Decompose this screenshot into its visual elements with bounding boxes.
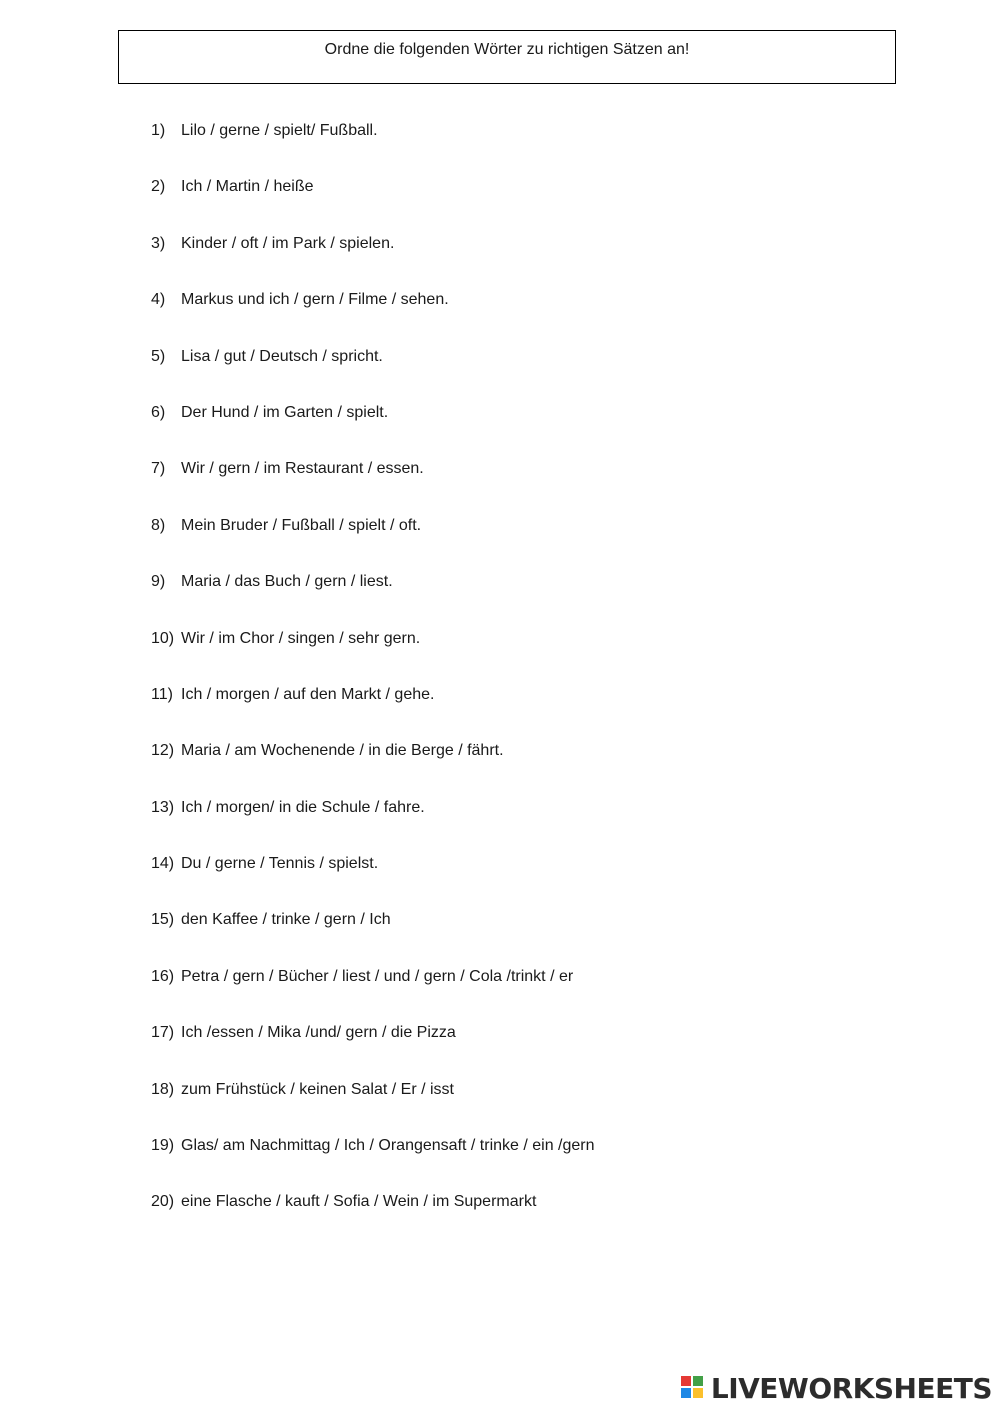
list-item [151,1022,595,1078]
item-number: 15) [151,911,175,929]
item-number: 7) [151,460,166,478]
item-number: 6) [151,403,166,421]
item-text: Ich / morgen / auf den Markt / gehe. [181,685,435,703]
list-item [151,515,595,571]
item-number: 8) [151,516,166,534]
item-number: 14) [151,855,175,873]
item-number: 16) [151,967,175,985]
list-item [151,1191,595,1247]
item-text: den Kaffee / trinke / gern / Ich [181,911,391,929]
list-item [151,740,595,796]
list-item [151,966,595,1022]
item-text: Ich /essen / Mika /und/ gern / die Pizza [181,1024,456,1042]
item-text: Lisa / gut / Deutsch / spricht. [181,347,383,365]
logo-square-green [693,1376,703,1386]
item-text: Maria / das Buch / gern / liest. [181,573,393,591]
list-item [151,458,595,514]
item-number: 9) [151,573,166,591]
item-number: 20) [151,1193,175,1211]
instruction-box [118,30,896,84]
list-item [151,176,595,232]
list-item [151,797,595,853]
list-item [151,853,595,909]
list-item [151,233,595,289]
instruction-text: Ordne die folgenden Wörter zu richtigen Sätzen an! [324,41,690,58]
item-text: Glas/ am Nachmittag / Ich / Orangensaft / trinke / ein /gern [181,1137,595,1155]
item-number: 4) [151,291,166,309]
list-item [151,289,595,345]
item-text: Kinder / oft / im Park / spielen. [181,234,395,252]
list-item [151,402,595,458]
logo-square-blue [681,1388,691,1398]
item-text: zum Frühstück / keinen Salat / Er / isst [181,1080,454,1098]
list-item [151,120,595,176]
item-number: 1) [151,122,166,139]
item-number: 11) [151,685,173,703]
list-item [151,571,595,627]
list-item [151,628,595,684]
logo-mark-icon [681,1376,707,1402]
item-text: Markus und ich / gern / Filme / sehen. [181,291,449,309]
item-text: Wir / im Chor / singen / sehr gern. [181,629,421,647]
item-number: 17) [151,1024,175,1042]
item-text: eine Flasche / kauft / Sofia / Wein / im Supermarkt [181,1193,537,1211]
item-number: 10) [151,629,175,647]
item-text: Ich / Martin / heiße [181,178,314,196]
item-text: Mein Bruder / Fußball / spielt / oft. [181,516,422,534]
exercise-list [151,120,595,1248]
item-number: 2) [151,178,166,196]
item-number: 5) [151,347,166,365]
item-number: 18) [151,1080,175,1098]
item-number: 3) [151,234,166,252]
item-text: Du / gerne / Tennis / spielst. [181,855,379,873]
logo-text: LIVEWORKSHEETS [710,1372,992,1405]
item-number: 19) [151,1137,175,1155]
item-text: Maria / am Wochenende / in die Berge / fährt. [181,742,504,760]
list-item [151,1135,595,1191]
liveworksheets-logo[interactable] [681,1371,992,1407]
item-number: 12) [151,742,175,760]
list-item [151,909,595,965]
item-text: Wir / gern / im Restaurant / essen. [181,460,424,478]
logo-square-yellow [693,1388,703,1398]
item-text: Der Hund / im Garten / spielt. [181,403,389,421]
list-item [151,684,595,740]
logo-square-red [681,1376,691,1386]
item-text: Ich / morgen/ in die Schule / fahre. [181,798,425,816]
item-number: 13) [151,798,175,816]
list-item [151,1079,595,1135]
item-text: Petra / gern / Bücher / liest / und / gern / Cola /trinkt / er [181,967,574,985]
item-text: Lilo / gerne / spielt/ Fußball. [181,122,378,139]
list-item [151,346,595,402]
